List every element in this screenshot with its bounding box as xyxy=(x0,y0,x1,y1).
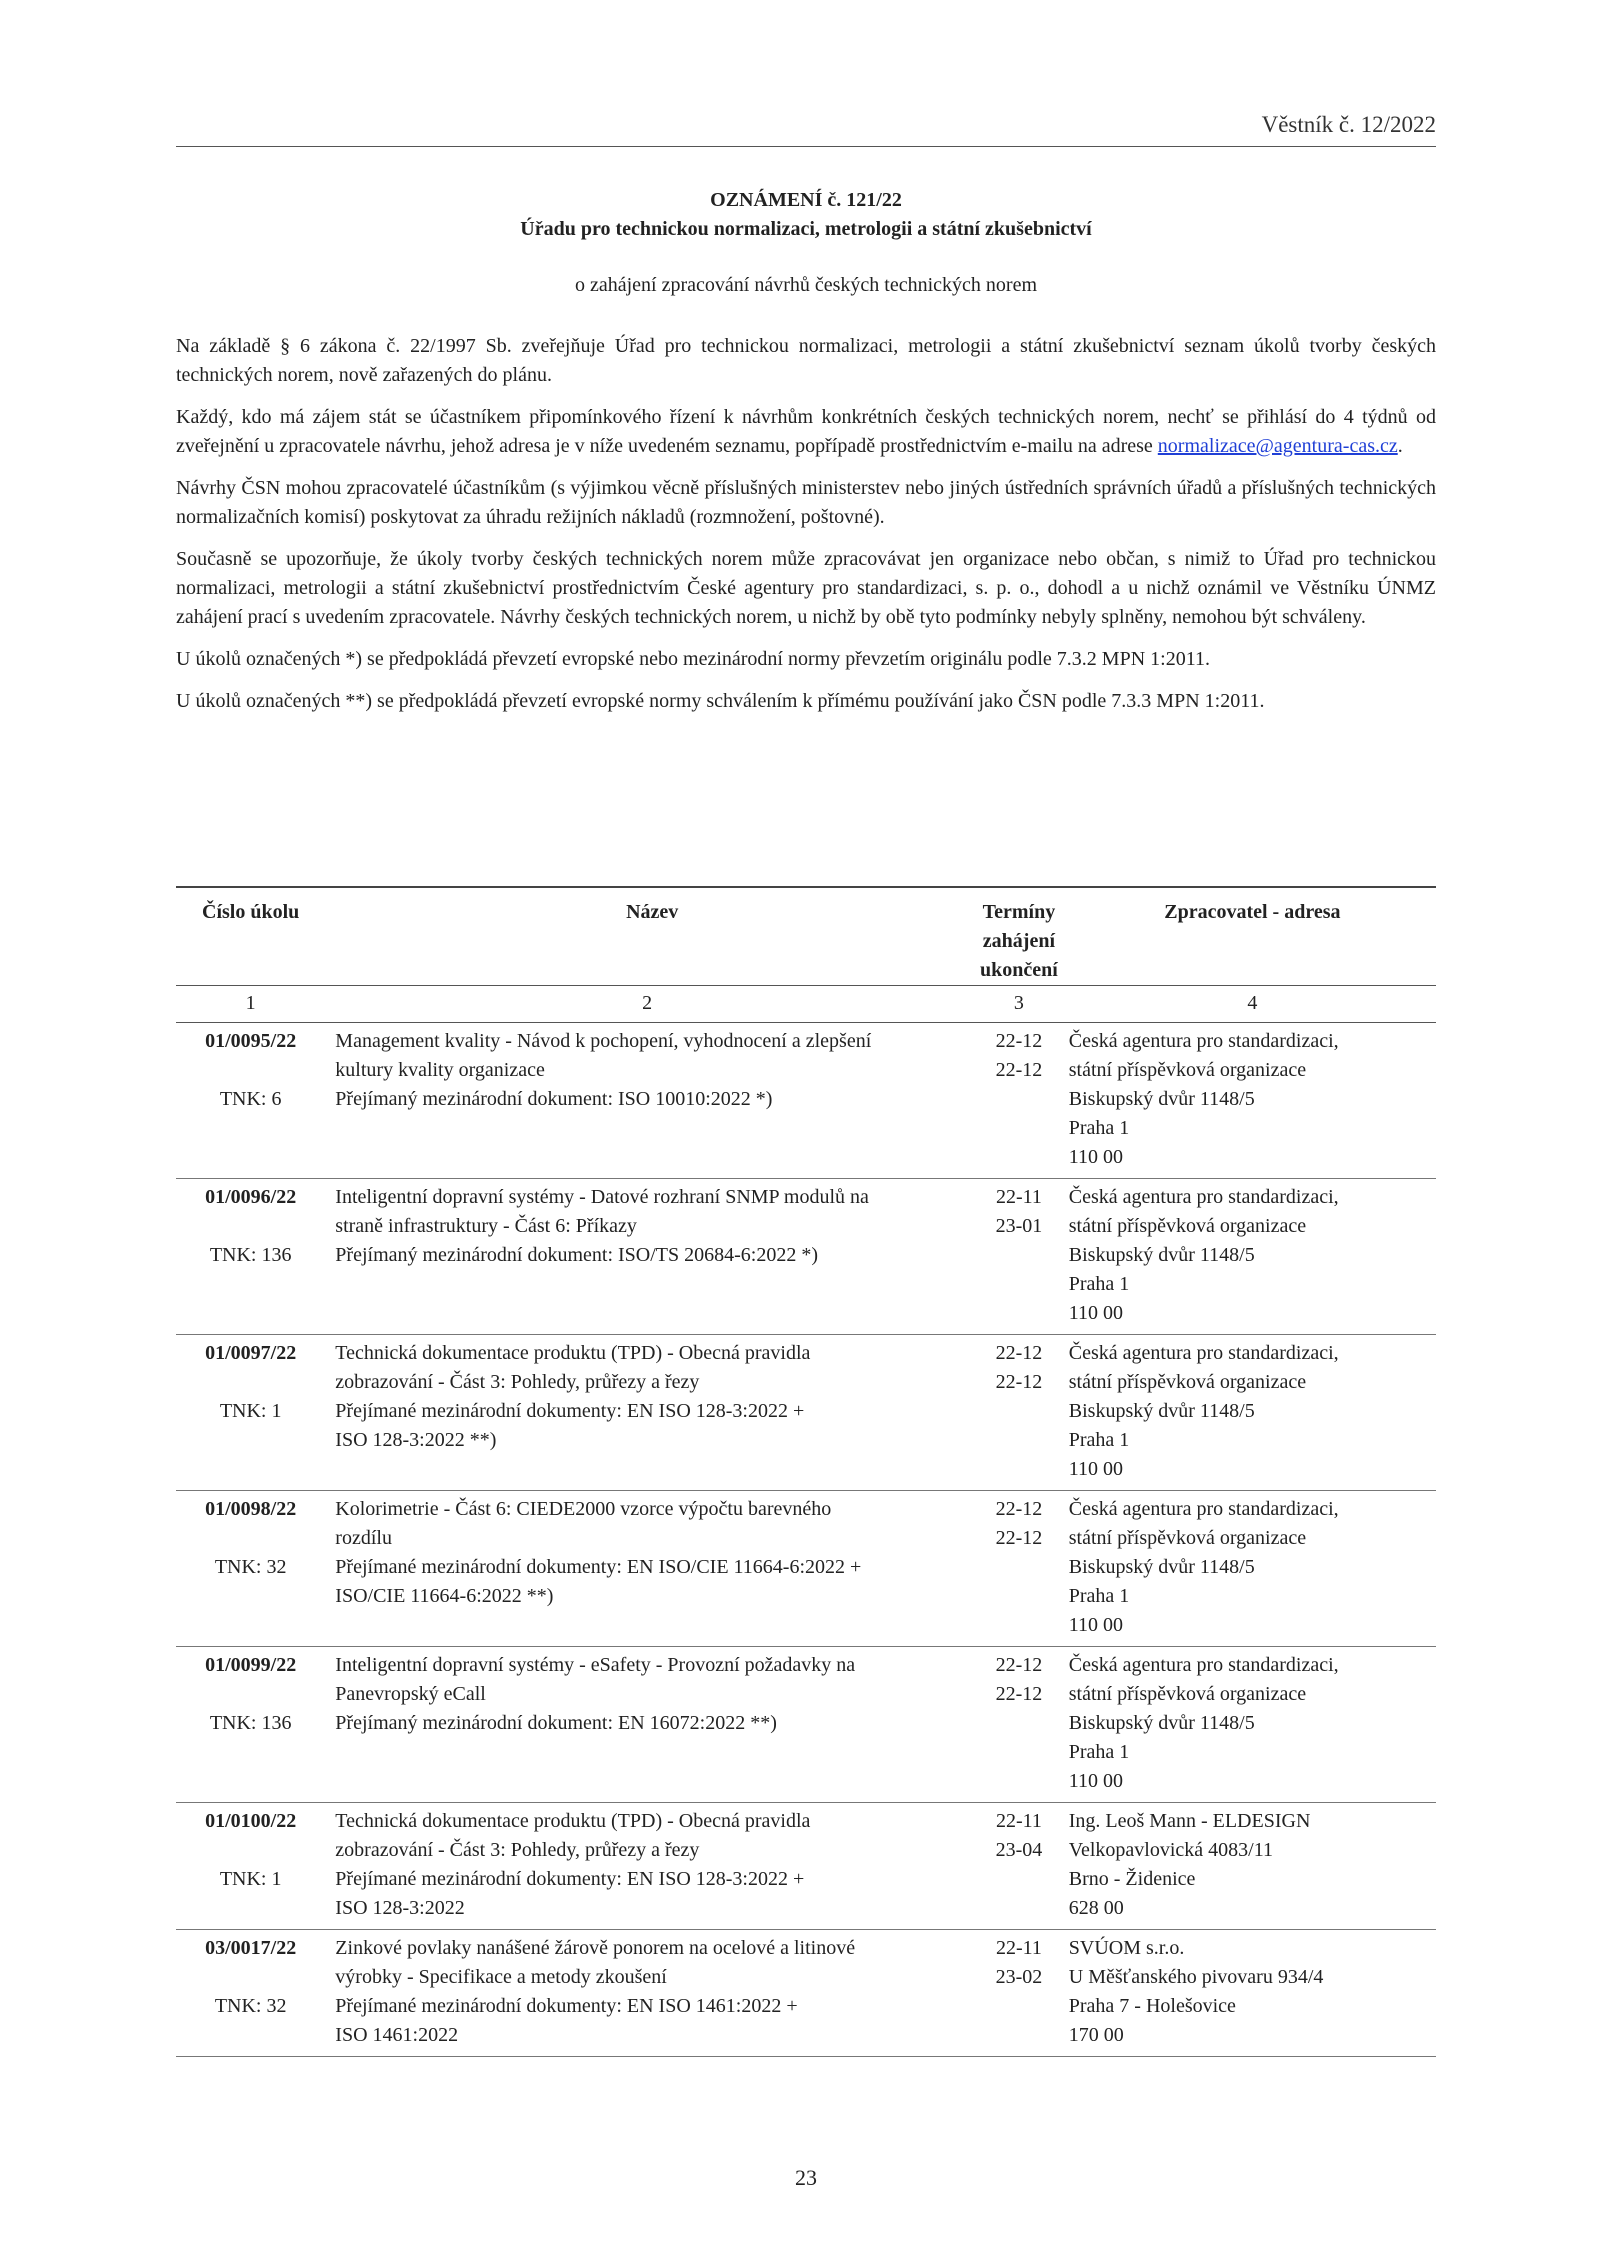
task-title-line: Přejímané mezinárodní dokumenty: EN ISO 128-3:2022 + xyxy=(335,1400,805,1422)
processor-address-line: U Měšťanského pivovaru 934/4 xyxy=(1068,1966,1324,1988)
task-title-line: Přejímaný mezinárodní dokument: EN 16072:2022 **) xyxy=(335,1712,777,1734)
task-cell xyxy=(176,1647,325,1803)
task-processor-cell xyxy=(1069,1335,1436,1491)
task-dates-cell xyxy=(969,1803,1069,1930)
task-title-line: ISO 1461:2022 xyxy=(335,2024,459,2046)
column-number: 2 xyxy=(325,986,969,1023)
task-processor-cell xyxy=(1069,1179,1436,1335)
table-row xyxy=(176,1023,1436,1179)
header-dates-line: zahájení xyxy=(982,930,1055,952)
processor-address-line: 110 00 xyxy=(1068,1770,1124,1792)
task-title-line: Technická dokumentace produktu (TPD) - Obecná pravidla xyxy=(335,1810,811,1832)
task-tnk: TNK: 6 xyxy=(219,1088,282,1110)
task-cell xyxy=(176,1491,325,1647)
header-rule xyxy=(176,146,1436,147)
task-title-line: Přejímané mezinárodní dokumenty: EN ISO 128-3:2022 + xyxy=(335,1868,805,1890)
task-dates-cell xyxy=(969,1491,1069,1647)
processor-address-line: Praha 7 - Holešovice xyxy=(1068,1995,1236,2017)
table-row xyxy=(176,1930,1436,2057)
paragraph-note-double: U úkolů označených **) se předpokládá převzetí evropské normy schválením k přímému používání jako ČSN podle 7.3.3 MPN 1:2011. xyxy=(176,690,1265,712)
task-end-date: 23-02 xyxy=(995,1966,1043,1988)
processor-address-line: Brno - Židenice xyxy=(1068,1868,1196,1890)
task-title-line: Přejímaný mezinárodní dokument: ISO 10010:2022 *) xyxy=(335,1088,773,1110)
processor-address-line: státní příspěvková organizace xyxy=(1068,1215,1307,1237)
task-code: 01/0097/22 xyxy=(205,1342,297,1364)
task-title-cell xyxy=(325,1930,969,2057)
task-code: 01/0099/22 xyxy=(205,1654,297,1676)
paragraph-drafts: Návrhy ČSN mohou zpracovatelé účastníkům (s výjimkou věcně příslušných ministerstev nebo jiných ústředních správních úřadů a příslušných technických normalizačních komisí) poskytovat za úhradu režijních nákladů (rozmnožení, poštovné). xyxy=(176,477,1436,528)
processor-address-line: Praha 1 xyxy=(1068,1117,1130,1139)
paragraph-warning: Současně se upozorňuje, že úkoly tvorby českých technických norem může zpracovávat jen organizace nebo občan, s nimiž to Úřad pro technickou normalizaci, metrologii a státní zkušebnictví prostřednictvím České agentury pro standardizaci, s. p. o., dohodl a u nichž oznámil ve Věstníku ÚNMZ zahájení prací s uvedením zpracovatele. Návrhy českých technických norem, u nichž by obě tyto podmínky nebyly splněny, nemohou být schváleny. xyxy=(176,548,1436,628)
task-end-date: 23-01 xyxy=(995,1215,1043,1237)
task-title-cell xyxy=(325,1023,969,1179)
task-title-line: Kolorimetrie - Část 6: CIEDE2000 vzorce výpočtu barevného xyxy=(335,1498,832,1520)
paragraph-participation-end: . xyxy=(1397,435,1403,457)
header-dates xyxy=(969,887,1069,986)
header-dates-line: ukončení xyxy=(979,959,1058,981)
processor-address-line: Česká agentura pro standardizaci, xyxy=(1068,1186,1339,1208)
table-row xyxy=(176,1647,1436,1803)
task-title-line: zobrazování - Část 3: Pohledy, průřezy a řezy xyxy=(335,1371,700,1393)
notice-body xyxy=(176,332,1436,729)
task-cell xyxy=(176,1930,325,2057)
notice-number: OZNÁMENÍ č. 121/22 xyxy=(710,189,902,211)
processor-address-line: Velkopavlovická 4083/11 xyxy=(1068,1839,1273,1861)
notice-title xyxy=(176,186,1436,244)
task-title-line: Přejímané mezinárodní dokumenty: EN ISO 1461:2022 + xyxy=(335,1995,798,2017)
task-code: 03/0017/22 xyxy=(205,1937,297,1959)
task-start-date: 22-12 xyxy=(995,1030,1043,1052)
header-dates-line: Termíny xyxy=(982,901,1056,923)
processor-address-line: Česká agentura pro standardizaci, xyxy=(1068,1342,1339,1364)
processor-address-line: Biskupský dvůr 1148/5 xyxy=(1068,1088,1255,1110)
task-end-date: 22-12 xyxy=(995,1683,1043,1705)
task-title-cell xyxy=(325,1179,969,1335)
processor-address-line: Biskupský dvůr 1148/5 xyxy=(1068,1400,1255,1422)
task-cell xyxy=(176,1023,325,1179)
task-tnk: TNK: 32 xyxy=(214,1556,287,1578)
task-title-line: straně infrastruktury - Část 6: Příkazy xyxy=(335,1215,637,1237)
paragraph-note-single: U úkolů označených *) se předpokládá převzetí evropské nebo mezinárodní normy převzetím originálu podle 7.3.2 MPN 1:2011. xyxy=(176,648,1210,670)
processor-address-line: Ing. Leoš Mann - ELDESIGN xyxy=(1068,1810,1311,1832)
task-start-date: 22-12 xyxy=(995,1342,1043,1364)
task-title-line: Technická dokumentace produktu (TPD) - Obecná pravidla xyxy=(335,1342,811,1364)
task-tnk: TNK: 136 xyxy=(209,1712,292,1734)
task-end-date: 22-12 xyxy=(995,1527,1043,1549)
task-title-line: Panevropský eCall xyxy=(335,1683,486,1705)
column-number: 4 xyxy=(1069,986,1436,1023)
task-title-cell xyxy=(325,1647,969,1803)
processor-address-line: Biskupský dvůr 1148/5 xyxy=(1068,1244,1255,1266)
processor-address-line: Praha 1 xyxy=(1068,1741,1130,1763)
email-link[interactable]: normalizace@agentura-cas.cz xyxy=(1157,435,1398,457)
task-code: 01/0100/22 xyxy=(205,1810,297,1832)
processor-address-line: 628 00 xyxy=(1068,1897,1124,1919)
task-cell xyxy=(176,1335,325,1491)
task-cell xyxy=(176,1179,325,1335)
task-processor-cell xyxy=(1069,1647,1436,1803)
task-title-line: rozdílu xyxy=(335,1527,392,1549)
task-start-date: 22-11 xyxy=(995,1810,1042,1832)
task-code: 01/0095/22 xyxy=(205,1030,297,1052)
task-tnk: TNK: 136 xyxy=(209,1244,292,1266)
processor-address-line: státní příspěvková organizace xyxy=(1068,1059,1307,1081)
table-header-row xyxy=(176,887,1436,986)
processor-address-line: Praha 1 xyxy=(1068,1585,1130,1607)
task-end-date: 23-04 xyxy=(995,1839,1043,1861)
processor-address-line: Česká agentura pro standardizaci, xyxy=(1068,1498,1339,1520)
paragraph-participation-text: Každý, kdo má zájem stát se účastníkem připomínkového řízení k návrhům konkrétních českých technických norem, nechť se přihlásí do 4 týdnů od zveřejnění u zpracovatele návrhu, jehož adresa je v níže uvedeném seznamu, popřípadě prostřednictvím e-mailu na adrese xyxy=(176,406,1436,457)
table-row xyxy=(176,1335,1436,1491)
task-title-cell xyxy=(325,1803,969,1930)
task-code: 01/0098/22 xyxy=(205,1498,297,1520)
table-row xyxy=(176,1179,1436,1335)
processor-address-line: Biskupský dvůr 1148/5 xyxy=(1068,1712,1255,1734)
task-dates-cell xyxy=(969,1647,1069,1803)
task-title-line: ISO 128-3:2022 xyxy=(335,1897,465,1919)
table-row xyxy=(176,1491,1436,1647)
notice-issuer: Úřadu pro technickou normalizaci, metrologii a státní zkušebnictví xyxy=(520,218,1092,240)
tasks-table xyxy=(176,886,1436,2057)
processor-address-line: státní příspěvková organizace xyxy=(1068,1371,1307,1393)
processor-address-line: 110 00 xyxy=(1068,1302,1124,1324)
task-cell xyxy=(176,1803,325,1930)
processor-address-line: 110 00 xyxy=(1068,1146,1124,1168)
processor-address-line: Česká agentura pro standardizaci, xyxy=(1068,1654,1339,1676)
task-tnk: TNK: 1 xyxy=(219,1868,282,1890)
task-title-line: Přejímané mezinárodní dokumenty: EN ISO/CIE 11664-6:2022 + xyxy=(335,1556,862,1578)
paragraph-legal-basis: Na základě § 6 zákona č. 22/1997 Sb. zveřejňuje Úřad pro technickou normalizaci, metrologii a státní zkušebnictví seznam úkolů tvorby českých technických norem, nově zařazených do plánu. xyxy=(176,335,1436,386)
task-title-line: Zinkové povlaky nanášené žárově ponorem na ocelové a litinové xyxy=(335,1937,856,1959)
task-tnk: TNK: 32 xyxy=(214,1995,287,2017)
task-end-date: 22-12 xyxy=(995,1371,1043,1393)
task-processor-cell xyxy=(1069,1803,1436,1930)
task-dates-cell xyxy=(969,1179,1069,1335)
task-processor-cell xyxy=(1069,1930,1436,2057)
column-number: 1 xyxy=(176,986,325,1023)
task-dates-cell xyxy=(969,1023,1069,1179)
task-processor-cell xyxy=(1069,1023,1436,1179)
page-number: 23 xyxy=(795,2165,817,2190)
task-dates-cell xyxy=(969,1930,1069,2057)
task-tnk: TNK: 1 xyxy=(219,1400,282,1422)
notice-subtitle: o zahájení zpracování návrhů českých technických norem xyxy=(574,274,1037,296)
table-body xyxy=(176,1023,1436,2057)
table-number-row xyxy=(176,986,1436,1023)
processor-address-line: státní příspěvková organizace xyxy=(1068,1683,1307,1705)
task-title-line: ISO/CIE 11664-6:2022 **) xyxy=(335,1585,554,1607)
processor-address-line: státní příspěvková organizace xyxy=(1068,1527,1307,1549)
processor-address-line: SVÚOM s.r.o. xyxy=(1068,1937,1185,1959)
task-title-cell xyxy=(325,1335,969,1491)
task-title-cell xyxy=(325,1491,969,1647)
task-start-date: 22-12 xyxy=(995,1498,1043,1520)
task-title-line: Inteligentní dopravní systémy - eSafety - Provozní požadavky na xyxy=(335,1654,856,1676)
header-title: Název xyxy=(325,887,969,986)
processor-address-line: Biskupský dvůr 1148/5 xyxy=(1068,1556,1255,1578)
column-number: 3 xyxy=(969,986,1069,1023)
header-task-number: Číslo úkolu xyxy=(176,887,325,986)
table-row xyxy=(176,1803,1436,1930)
processor-address-line: Praha 1 xyxy=(1068,1429,1130,1451)
task-processor-cell xyxy=(1069,1491,1436,1647)
paragraph-participation xyxy=(176,403,1436,461)
task-dates-cell xyxy=(969,1335,1069,1491)
task-start-date: 22-11 xyxy=(995,1186,1042,1208)
header-processor: Zpracovatel - adresa xyxy=(1069,887,1436,986)
processor-address-line: Česká agentura pro standardizaci, xyxy=(1068,1030,1339,1052)
task-title-line: Management kvality - Návod k pochopení, vyhodnocení a zlepšení xyxy=(335,1030,872,1052)
task-title-line: zobrazování - Část 3: Pohledy, průřezy a řezy xyxy=(335,1839,700,1861)
task-end-date: 22-12 xyxy=(995,1059,1043,1081)
task-title-line: Přejímaný mezinárodní dokument: ISO/TS 20684-6:2022 *) xyxy=(335,1244,819,1266)
processor-address-line: 170 00 xyxy=(1068,2024,1124,2046)
task-code: 01/0096/22 xyxy=(205,1186,297,1208)
processor-address-line: 110 00 xyxy=(1068,1458,1124,1480)
processor-address-line: Praha 1 xyxy=(1068,1273,1130,1295)
task-title-line: ISO 128-3:2022 **) xyxy=(335,1429,497,1451)
journal-header: Věstník č. 12/2022 xyxy=(1261,112,1436,137)
processor-address-line: 110 00 xyxy=(1068,1614,1124,1636)
task-start-date: 22-11 xyxy=(995,1937,1042,1959)
task-start-date: 22-12 xyxy=(995,1654,1043,1676)
task-title-line: výrobky - Specifikace a metody zkoušení xyxy=(335,1966,667,1988)
task-title-line: kultury kvality organizace xyxy=(335,1059,545,1081)
task-title-line: Inteligentní dopravní systémy - Datové rozhraní SNMP modulů na xyxy=(335,1186,869,1208)
